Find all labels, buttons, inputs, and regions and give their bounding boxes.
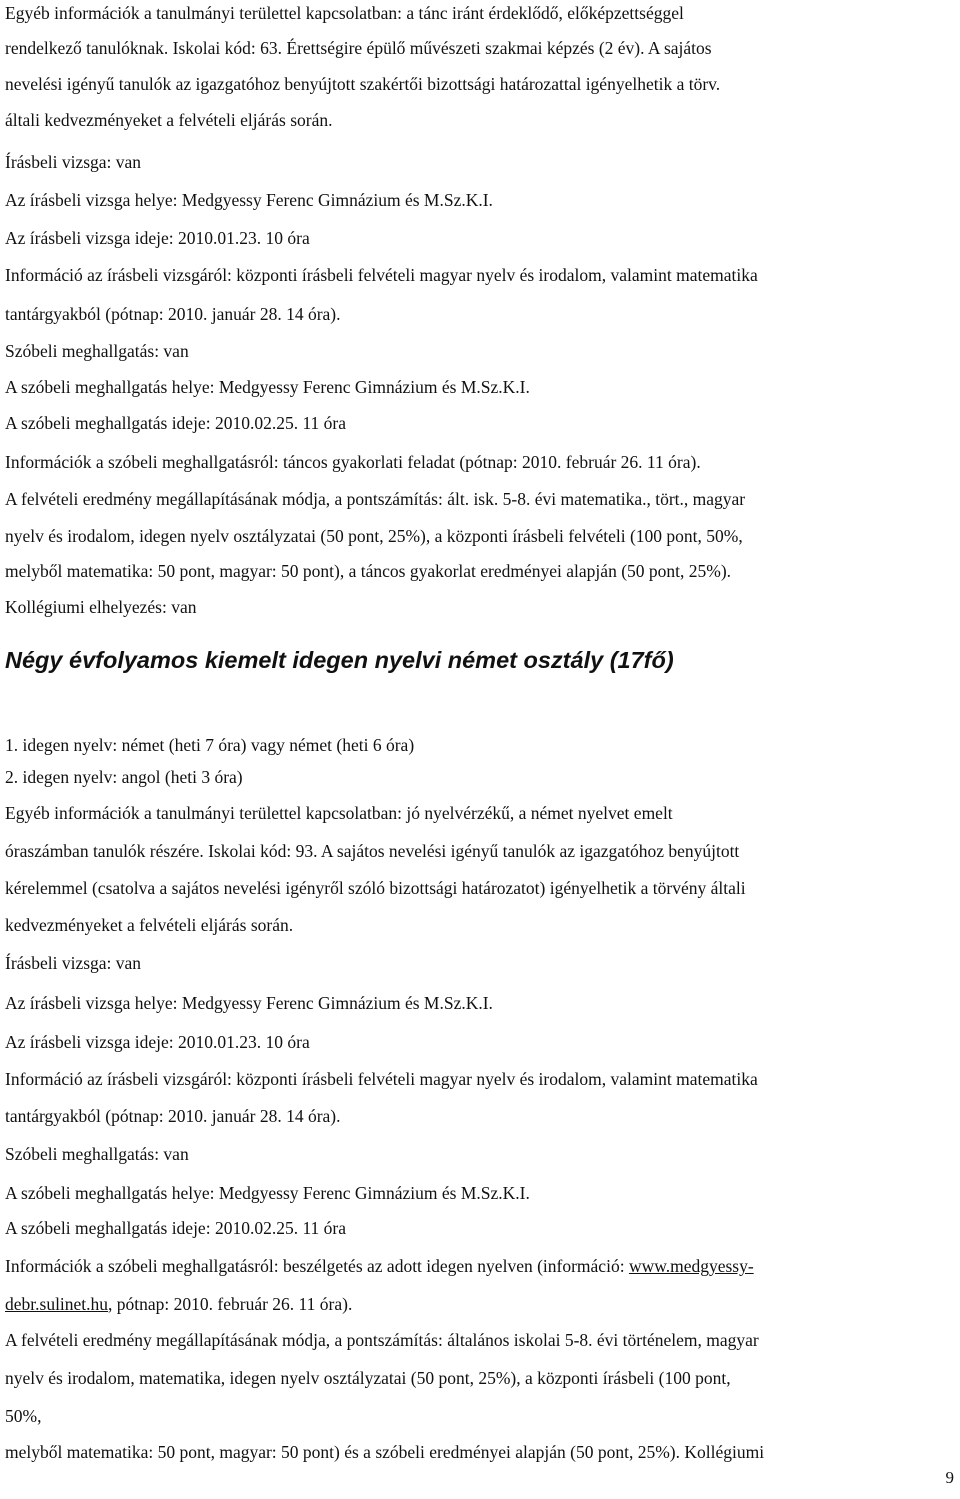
s2-oral-info-line-2 — [5, 1294, 352, 1314]
s1-scoring-line-2: nyelv és irodalom, idegen nyelv osztályzatai (50 pont, 25%), a központi írásbeli felvételi (100 pont, 50%, — [5, 526, 743, 546]
s1-other-info-line-1: Egyéb információk a tanulmányi területtel kapcsolatban: a tánc iránt érdeklődő, előképzettséggel — [5, 3, 684, 23]
s2-written-exam: Írásbeli vizsga: van — [5, 953, 142, 973]
s2-other-info-line-4: kedvezményeket a felvételi eljárás során. — [5, 915, 294, 935]
s1-other-info-line-4: általi kedvezményeket a felvételi eljárás során. — [5, 110, 333, 130]
s2-other-info-line-1: Egyéb információk a tanulmányi területtel kapcsolatban: jó nyelvérzékű, a német nyelvet emelt — [5, 803, 673, 823]
s2-lang-2: 2. idegen nyelv: angol (heti 3 óra) — [5, 767, 243, 787]
s1-other-info-line-2: rendelkező tanulóknak. Iskolai kód: 63. Érettségire épülő művészeti szakmai képzés (2 év). A sajátos — [5, 38, 712, 58]
s1-dormitory: Kollégiumi elhelyezés: van — [5, 597, 197, 617]
s1-oral-exam: Szóbeli meghallgatás: van — [5, 341, 189, 361]
s2-scoring-line-2: nyelv és irodalom, matematika, idegen nyelv osztályzatai (50 pont, 25%), a központi írásbeli (100 pont, — [5, 1368, 731, 1388]
s2-oral-info-line-1 — [5, 1256, 754, 1276]
s1-scoring-line-3: melyből matematika: 50 pont, magyar: 50 pont), a táncos gyakorlat eredményei alapján (50 pont, 25%). — [5, 561, 732, 581]
s2-oral-place: A szóbeli meghallgatás helye: Medgyessy Ferenc Gimnázium és M.Sz.K.I. — [5, 1183, 530, 1203]
school-website-link-continued[interactable]: debr.sulinet.hu — [5, 1294, 109, 1314]
s2-scoring-line-3: 50%, — [5, 1406, 42, 1426]
s2-lang-1: 1. idegen nyelv: német (heti 7 óra) vagy német (heti 6 óra) — [5, 735, 415, 755]
s2-written-date: Az írásbeli vizsga ideje: 2010.01.23. 10 óra — [5, 1032, 310, 1052]
s1-scoring-line-1: A felvételi eredmény megállapításának módja, a pontszámítás: ált. isk. 5-8. évi matematika., tört., magyar — [5, 489, 746, 509]
s1-oral-date: A szóbeli meghallgatás ideje: 2010.02.25. 11 óra — [5, 413, 347, 433]
s1-written-exam: Írásbeli vizsga: van — [5, 152, 142, 172]
s1-oral-place: A szóbeli meghallgatás helye: Medgyessy Ferenc Gimnázium és M.Sz.K.I. — [5, 377, 530, 397]
s2-oral-info-text-2: , pótnap: 2010. február 26. 11 óra). — [108, 1294, 353, 1314]
s2-scoring-line-1: A felvételi eredmény megállapításának módja, a pontszámítás: általános iskolai 5-8. évi történelem, magyar — [5, 1330, 759, 1350]
s1-written-info-line-1: Információ az írásbeli vizsgáról: központi írásbeli felvételi magyar nyelv és irodalom, valamint matematika — [5, 265, 758, 285]
s2-oral-info-text: Információk a szóbeli meghallgatásról: beszélgetés az adott idegen nyelven (információ: — [5, 1256, 629, 1276]
s1-written-info-line-2: tantárgyakból (pótnap: 2010. január 28. 14 óra). — [5, 304, 341, 324]
s1-written-place: Az írásbeli vizsga helye: Medgyessy Ferenc Gimnázium és M.Sz.K.I. — [5, 190, 493, 210]
s2-oral-exam: Szóbeli meghallgatás: van — [5, 1144, 189, 1164]
s2-oral-date: A szóbeli meghallgatás ideje: 2010.02.25. 11 óra — [5, 1218, 347, 1238]
school-website-link[interactable]: www.medgyessy- — [628, 1256, 754, 1276]
s1-written-date: Az írásbeli vizsga ideje: 2010.01.23. 10 óra — [5, 228, 310, 248]
s2-written-info-line-1: Információ az írásbeli vizsgáról: központi írásbeli felvételi magyar nyelv és irodalom, valamint matematika — [5, 1069, 758, 1089]
s1-oral-info: Információk a szóbeli meghallgatásról: táncos gyakorlati feladat (pótnap: 2010. február 26. 11 óra). — [5, 452, 701, 472]
s2-written-info-line-2: tantárgyakból (pótnap: 2010. január 28. 14 óra). — [5, 1106, 341, 1126]
s2-scoring-line-4: melyből matematika: 50 pont, magyar: 50 pont) és a szóbeli eredményei alapján (50 pont, 25%). Kollégiumi — [5, 1442, 765, 1462]
s2-other-info-line-3: kérelemmel (csatolva a sajátos nevelési igényről szóló bizottsági határozatot) igényelhetik a törvény általi — [5, 878, 746, 898]
page-number: 9 — [945, 1468, 954, 1487]
s2-other-info-line-2: óraszámban tanulók részére. Iskolai kód: 93. A sajátos nevelési igényű tanulók az igazgatóhoz benyújtott — [5, 841, 740, 861]
section-heading: Négy évfolyamos kiemelt idegen nyelvi német osztály (17fő) — [5, 647, 674, 673]
s1-other-info-line-3: nevelési igényű tanulók az igazgatóhoz benyújtott szakértői bizottsági határozattal igényelhetik a törv. — [5, 74, 721, 94]
s2-written-place: Az írásbeli vizsga helye: Medgyessy Ferenc Gimnázium és M.Sz.K.I. — [5, 993, 493, 1013]
